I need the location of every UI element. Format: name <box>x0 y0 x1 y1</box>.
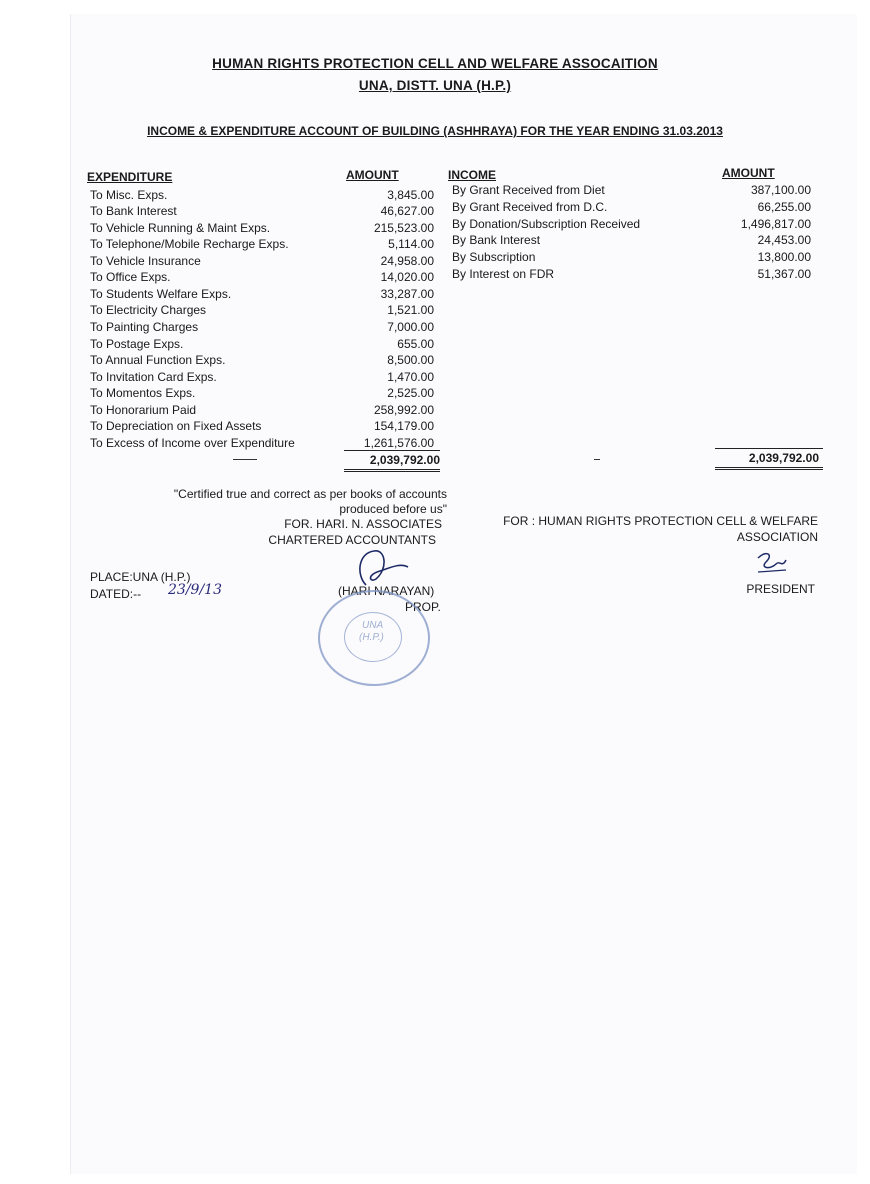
row-amount: 24,453.00 <box>757 233 811 247</box>
signatory-name: (HARI NARAYAN) <box>338 584 435 598</box>
row-amount: 13,800.00 <box>757 250 811 264</box>
row-amount: 7,000.00 <box>387 320 434 334</box>
table-row <box>90 203 434 219</box>
row-label: By Interest on FDR <box>452 267 555 281</box>
row-label: To Postage Exps. <box>90 337 184 351</box>
row-amount: 1,470.00 <box>387 370 434 384</box>
row-amount: 3,845.00 <box>387 188 434 202</box>
table-row <box>90 286 434 302</box>
row-amount: 258,992.00 <box>373 403 434 417</box>
table-row <box>452 216 811 232</box>
row-amount: 46,627.00 <box>380 204 434 218</box>
table-row <box>90 319 434 335</box>
firm-name: FOR. HARI. N. ASSOCIATES <box>284 517 442 531</box>
row-label: By Grant Received from Diet <box>452 183 605 197</box>
stamp-center-line-1: UNA <box>362 620 384 631</box>
organization-title: HUMAN RIGHTS PROTECTION CELL AND WELFARE ASSOCAITION <box>212 56 658 71</box>
account-title: INCOME & EXPENDITURE ACCOUNT OF BUILDING (ASHHRAYA) FOR THE YEAR ENDING 31.03.2013 <box>147 124 723 138</box>
table-row <box>90 352 434 368</box>
dated-value: 23/9/13 <box>168 582 222 598</box>
expenditure-amount-heading: AMOUNT <box>346 168 399 182</box>
row-label: To Honorarium Paid <box>90 403 197 417</box>
row-amount: 1,496,817.00 <box>740 217 811 231</box>
row-amount: 51,367.00 <box>757 267 811 281</box>
row-label: To Excess of Income over Expenditure <box>90 436 295 450</box>
table-row <box>452 182 811 198</box>
table-row <box>90 336 434 352</box>
row-label: By Subscription <box>452 250 536 264</box>
row-label: To Invitation Card Exps. <box>90 370 217 384</box>
income-heading: INCOME <box>448 168 496 182</box>
president-designation: PRESIDENT <box>746 582 815 596</box>
row-label: To Depreciation on Fixed Assets <box>90 419 262 433</box>
row-amount: 1,521.00 <box>387 303 434 317</box>
row-label: To Telephone/Mobile Recharge Exps. <box>90 237 289 251</box>
row-label: To Misc. Exps. <box>90 188 168 202</box>
table-row <box>90 435 434 451</box>
row-label: By Bank Interest <box>452 233 541 247</box>
organization-place: UNA, DISTT. UNA (H.P.) <box>358 78 512 93</box>
table-row <box>90 253 434 269</box>
row-amount: 66,255.00 <box>757 200 811 214</box>
table-row <box>90 269 434 285</box>
table-row <box>90 236 434 252</box>
row-amount: 655.00 <box>397 337 434 351</box>
row-amount: 215,523.00 <box>373 221 434 235</box>
row-label: To Momentos Exps. <box>90 386 196 400</box>
row-label: To Bank Interest <box>90 204 177 218</box>
total-dash <box>233 459 257 460</box>
row-label: To Electricity Charges <box>90 303 207 317</box>
row-amount: 24,958.00 <box>380 254 434 268</box>
row-amount: 5,114.00 <box>388 237 434 251</box>
row-label: To Students Welfare Exps. <box>90 287 232 301</box>
row-label: To Vehicle Insurance <box>90 254 201 268</box>
row-amount: 1,261,576.00 <box>363 436 434 450</box>
table-row <box>452 249 811 265</box>
row-amount: 387,100.00 <box>750 183 811 197</box>
president-signature <box>752 548 792 578</box>
table-row <box>452 266 811 282</box>
income-amount-heading: AMOUNT <box>722 166 775 180</box>
firm-type: CHARTERED ACCOUNTANTS <box>268 533 436 547</box>
stamp-center-line-2: (H.P.) <box>359 632 384 643</box>
row-amount: 154,179.00 <box>373 419 434 433</box>
table-row <box>90 418 434 434</box>
place-label: PLACE:UNA (H.P.) <box>90 570 191 584</box>
row-label: To Office Exps. <box>90 270 171 284</box>
association-sign-line-2: ASSOCIATION <box>736 530 818 544</box>
chartered-accountants-stamp <box>318 590 430 686</box>
table-row <box>452 199 811 215</box>
row-amount: 8,500.00 <box>387 353 434 367</box>
row-label: By Grant Received from D.C. <box>452 200 608 214</box>
dated-label: DATED:-- <box>90 587 142 601</box>
row-label: To Vehicle Running & Maint Exps. <box>90 221 271 235</box>
certification-line-2: produced before us" <box>339 502 447 516</box>
table-row <box>90 302 434 318</box>
income-total: 2,039,792.00 <box>715 448 823 470</box>
row-amount: 33,287.00 <box>380 287 434 301</box>
row-label: To Annual Function Exps. <box>90 353 226 367</box>
table-row <box>90 187 434 203</box>
expenditure-total: 2,039,792.00 <box>344 450 440 472</box>
signatory-designation: PROP. <box>405 600 441 614</box>
table-row <box>90 220 434 236</box>
table-row <box>452 232 811 248</box>
table-row <box>90 402 434 418</box>
table-row <box>90 369 434 385</box>
association-sign-line-1: FOR : HUMAN RIGHTS PROTECTION CELL & WELFARE <box>503 514 818 528</box>
table-row <box>90 385 434 401</box>
total-dot <box>594 459 600 460</box>
row-label: To Painting Charges <box>90 320 199 334</box>
expenditure-heading: EXPENDITURE <box>87 170 173 184</box>
row-label: By Donation/Subscription Received <box>452 217 641 231</box>
row-amount: 2,525.00 <box>387 386 434 400</box>
certification-line-1: "Certified true and correct as per books of accounts <box>173 487 447 501</box>
row-amount: 14,020.00 <box>380 270 434 284</box>
